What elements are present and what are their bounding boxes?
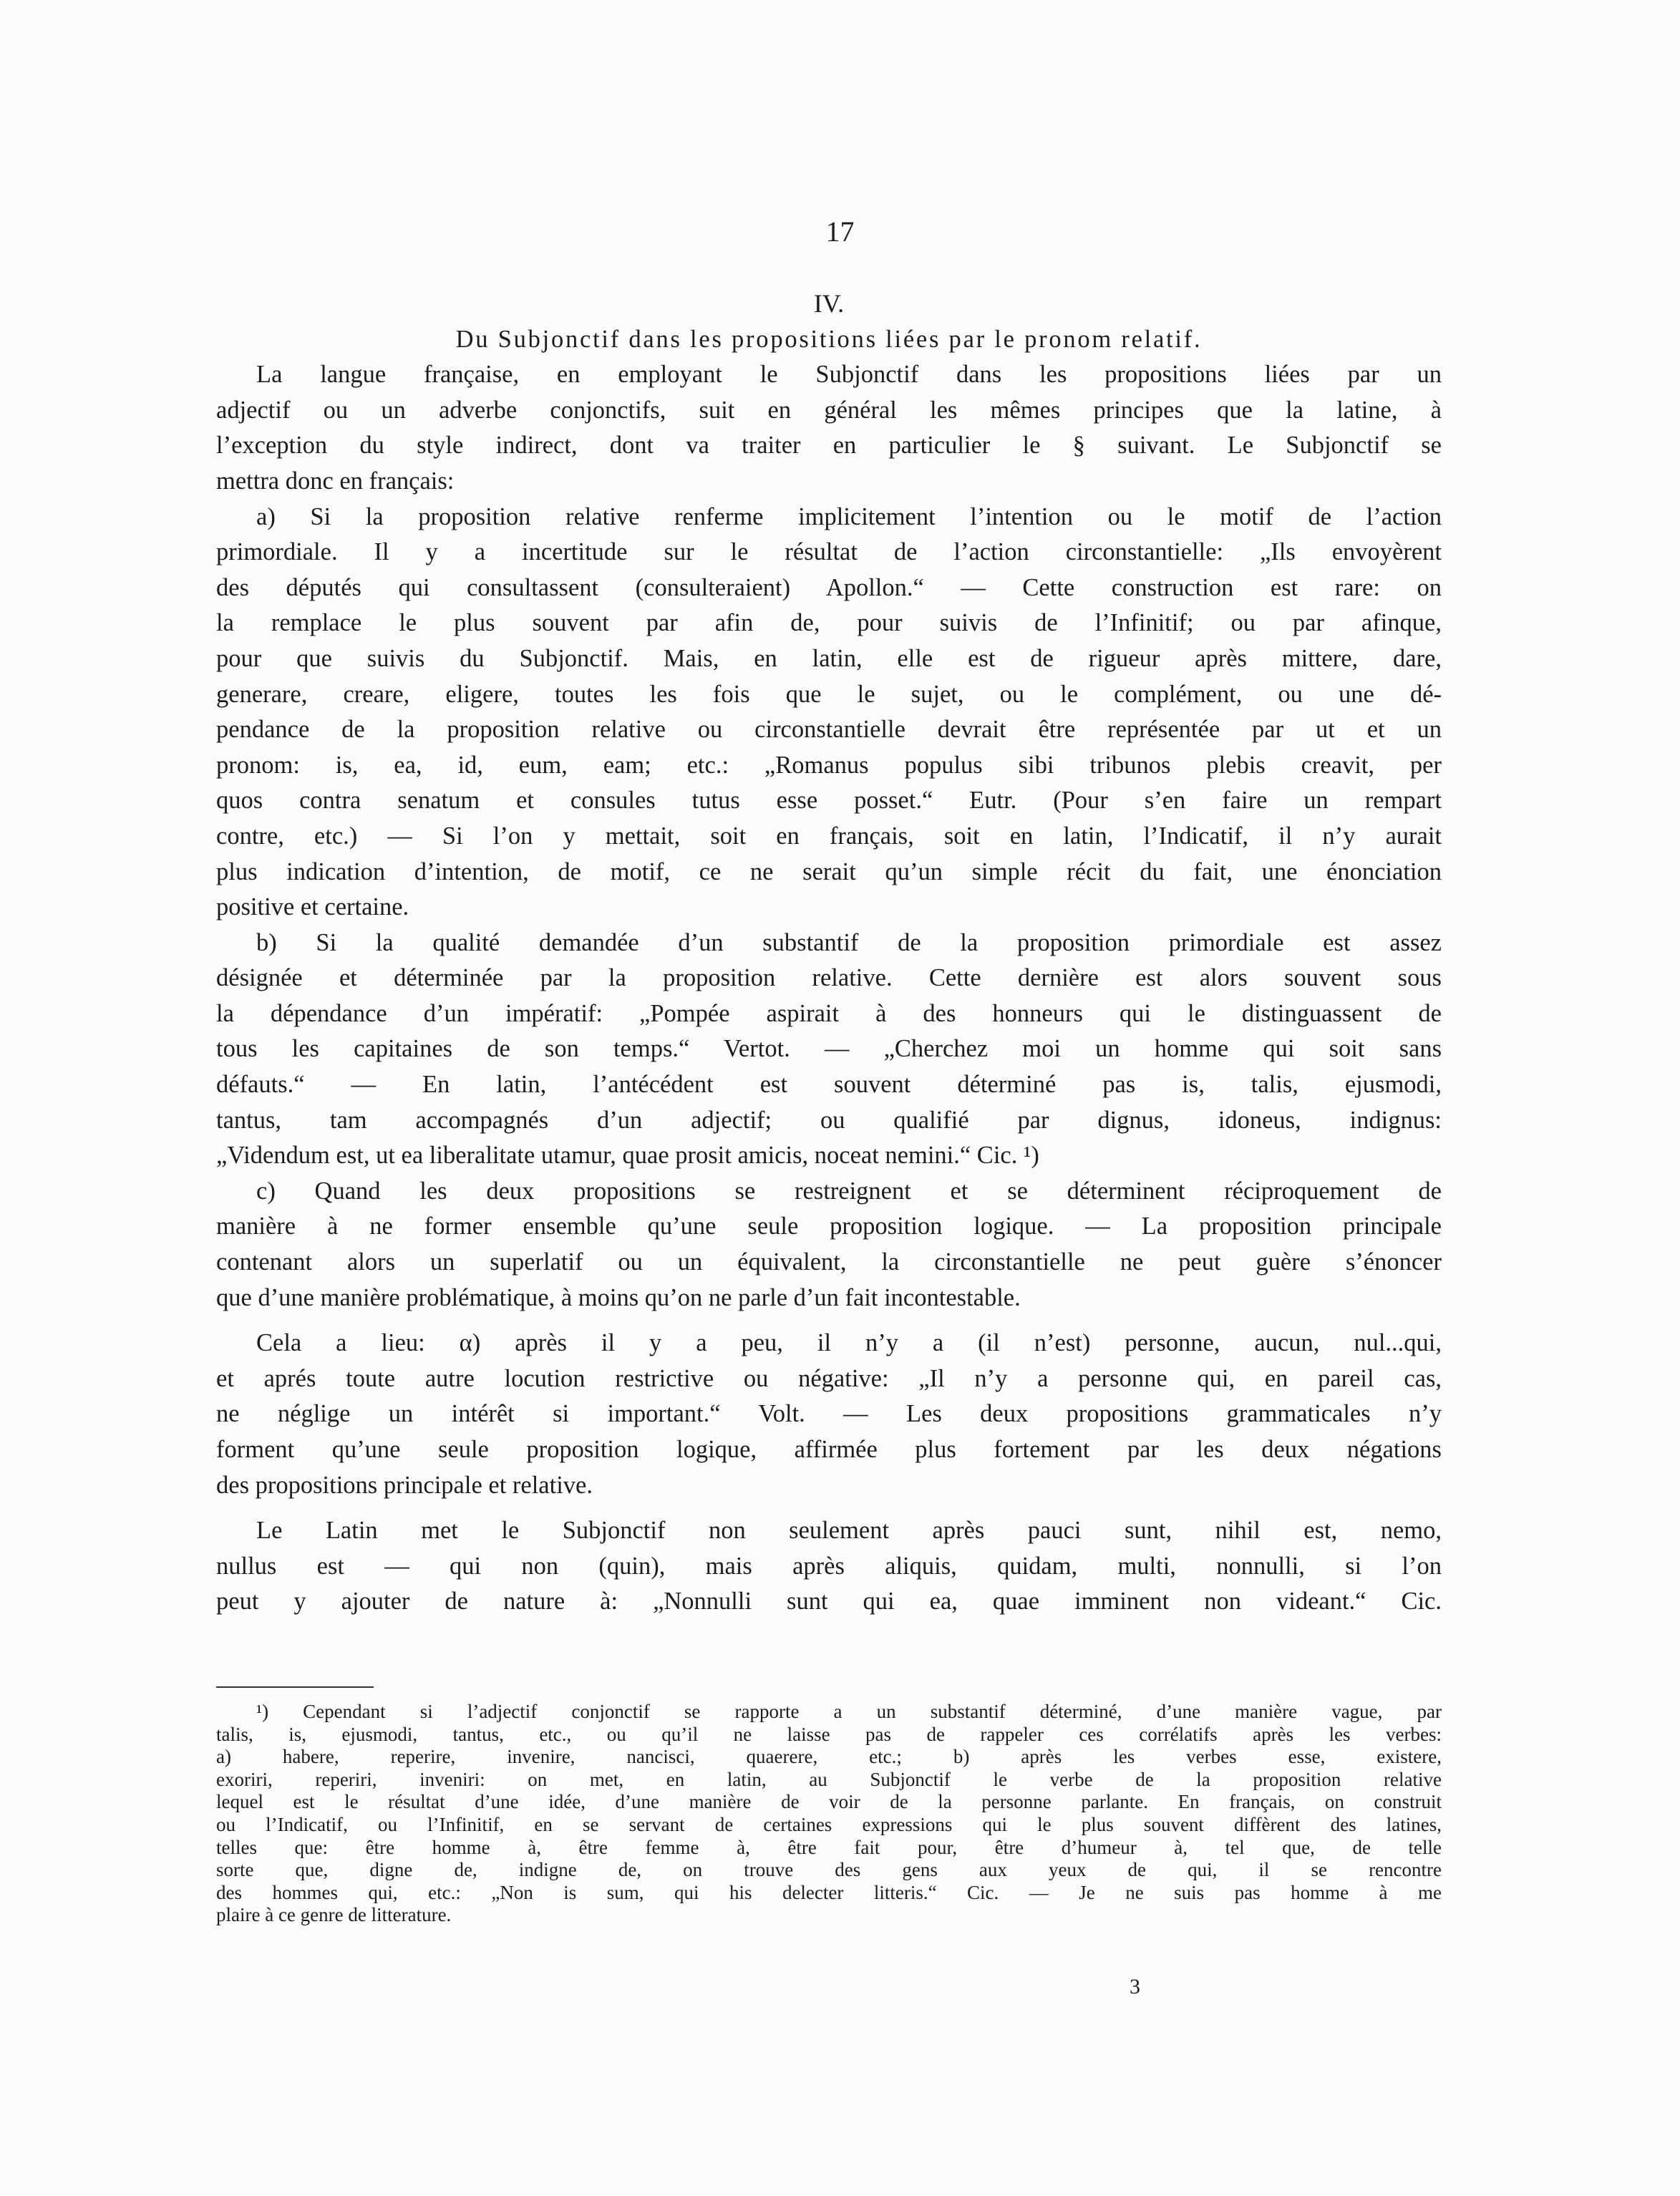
section-subtitle: Du Subjonctif dans les propositions liées par le pronom relatif. [455,325,1203,353]
paragraph-line: forment qu’une seule proposition logique, affirmée plus fortement par les deux négations [216,1436,1442,1463]
footnote-line: des hommes qui, etc.: „Non is sum, qui his delecter litteris.“ Cic. — Je ne suis pas homme à me [216,1881,1442,1903]
paragraph-line: l’exception du style indirect, dont va traiter en particulier le § suivant. Le Subjonctif se [216,432,1442,460]
paragraph-line: c) Quand les deux propositions se restreignent et se déterminent réciproquement de [256,1177,1442,1205]
footnote-line: telles que: être homme à, être femme à, être fait pour, être d’humeur à, tel que, de telle [216,1836,1442,1858]
paragraph-line: désignée et déterminée par la proposition relative. Cette dernière est alors souvent sous [216,964,1442,992]
paragraph-line: nullus est — qui non (quin), mais après aliquis, quidam, multi, nonnulli, si l’on [216,1552,1442,1580]
footnote-separator [216,1686,374,1688]
footnote-line: talis, is, ejusmodi, tantus, etc., ou qu’il ne laisse pas de rappeler ces corrélatifs après les verbes: [216,1723,1442,1745]
paragraph-line: Le Latin met le Subjonctif non seulement après pauci sunt, nihil est, nemo, [256,1517,1442,1545]
paragraph-line: La langue française, en employant le Subjonctif dans les propositions liées par un [256,361,1442,389]
paragraph-line: pour que suivis du Subjonctif. Mais, en latin, elle est de rigueur après mittere, dare, [216,644,1442,672]
paragraph-line: mettra donc en français: [216,467,455,495]
footnote-line: ¹) Cependant si l’adjectif conjonctif se rapporte a un substantif déterminé, d’une manière vague, par [256,1701,1442,1722]
paragraph-line: tantus, tam accompagnés d’un adjectif; ou qualifié par dignus, idoneus, indignus: [216,1106,1442,1134]
footnote-line: exoriri, reperiri, inveniri: on met, en latin, au Subjonctif le verbe de la proposition relative [216,1768,1442,1790]
paragraph-line: pronom: is, ea, id, eum, eam; etc.: „Romanus populus sibi tribunos plebis creavit, per [216,751,1442,779]
footnote-line: sorte que, digne de, indigne de, on trouve des gens aux yeux de qui, il se rencontre [216,1859,1442,1881]
page-number: 17 [825,215,855,248]
paragraph-line: la dépendance d’un impératif: „Pompée aspirait à des honneurs qui le distinguassent de [216,999,1442,1027]
paragraph-line: des députés qui consultassent (consulteraient) Apollon.“ — Cette construction est rare: on [216,573,1442,601]
footnote-line: plaire à ce genre de litterature. [216,1904,452,1926]
section-title: IV. [813,289,845,318]
paragraph-line: ne néglige un intérêt si important.“ Volt. — Les deux propositions grammaticales n’y [216,1400,1442,1428]
paragraph-line: manière à ne former ensemble qu’une seule proposition logique. — La proposition principale [216,1213,1442,1240]
paragraph-line: la remplace le plus souvent par afin de, pour suivis de l’Infinitif; ou par afinque, [216,609,1442,637]
paragraph-line: adjectif ou un adverbe conjonctifs, suit en général les mêmes principes que la latine, à [216,396,1442,424]
paragraph-line: Cela a lieu: α) après il y a peu, il n’y a (il n’est) personne, aucun, nul...qui, [256,1329,1442,1357]
paragraph-line: plus indication d’intention, de motif, ce ne serait qu’un simple récit du fait, une énonciation [216,857,1442,885]
paragraph-line: primordiale. Il y a incertitude sur le résultat de l’action circonstantielle: „Ils envoyèrent [216,538,1442,566]
paragraph-line: b) Si la qualité demandée d’un substantif de la proposition primordiale est assez [256,928,1442,956]
paragraph-line: des propositions principale et relative. [216,1471,593,1499]
paragraph-line: quos contra senatum et consules tutus esse posset.“ Eutr. (Pour s’en faire un rempart [216,787,1442,815]
paragraph-line: défauts.“ — En latin, l’antécédent est souvent déterminé pas is, talis, ejusmodi, [216,1071,1442,1099]
paragraph-line: positive et certaine. [216,893,409,921]
paragraph-line: contre, etc.) — Si l’on y mettait, soit en français, soit en latin, l’Indicatif, il n’y aurait [216,822,1442,850]
paragraph-line: que d’une manière problématique, à moins qu’on ne parle d’un fait incontestable. [216,1283,1021,1311]
footnote-line: a) habere, reperire, invenire, nancisci, quaerere, etc.; b) après les verbes esse, existere, [216,1746,1442,1768]
paragraph-line: peut y ajouter de nature à: „Nonnulli sunt qui ea, quae imminent non videant.“ Cic. [216,1588,1442,1616]
footnote-line: lequel est le résultat d’une idée, d’une manière de voir de la personne parlante. En français, on construit [216,1791,1442,1813]
paragraph-line: tous les capitaines de son temps.“ Vertot. — „Cherchez moi un homme qui soit sans [216,1035,1442,1063]
paragraph-line: „Videndum est, ut ea liberalitate utamur, quae prosit amicis, noceat nemini.“ Cic. ¹) [216,1142,1039,1170]
paragraph-line: et aprés toute autre locution restrictive ou négative: „Il n’y a personne qui, en pareil cas, [216,1364,1442,1392]
paragraph-line: contenant alors un superlatif ou un équivalent, la circonstantielle ne peut guère s’énoncer [216,1248,1442,1276]
body-text [216,286,1442,1620]
paragraph-line: generare, creare, eligere, toutes les fois que le sujet, ou le complément, ou une dé- [216,680,1442,708]
paragraph-line: a) Si la proposition relative renferme implicitement l’intention ou le motif de l’action [256,502,1442,530]
signature-mark: 3 [1130,1975,1140,1998]
paragraph-line: pendance de la proposition relative ou circonstantielle devrait être représentée par ut et un [216,716,1442,744]
footnote-line: ou l’Indicatif, ou l’Infinitif, en se servant de certaines expressions qui le plus souvent diffèrent des latines, [216,1813,1442,1835]
footnotes [216,1701,1442,1927]
